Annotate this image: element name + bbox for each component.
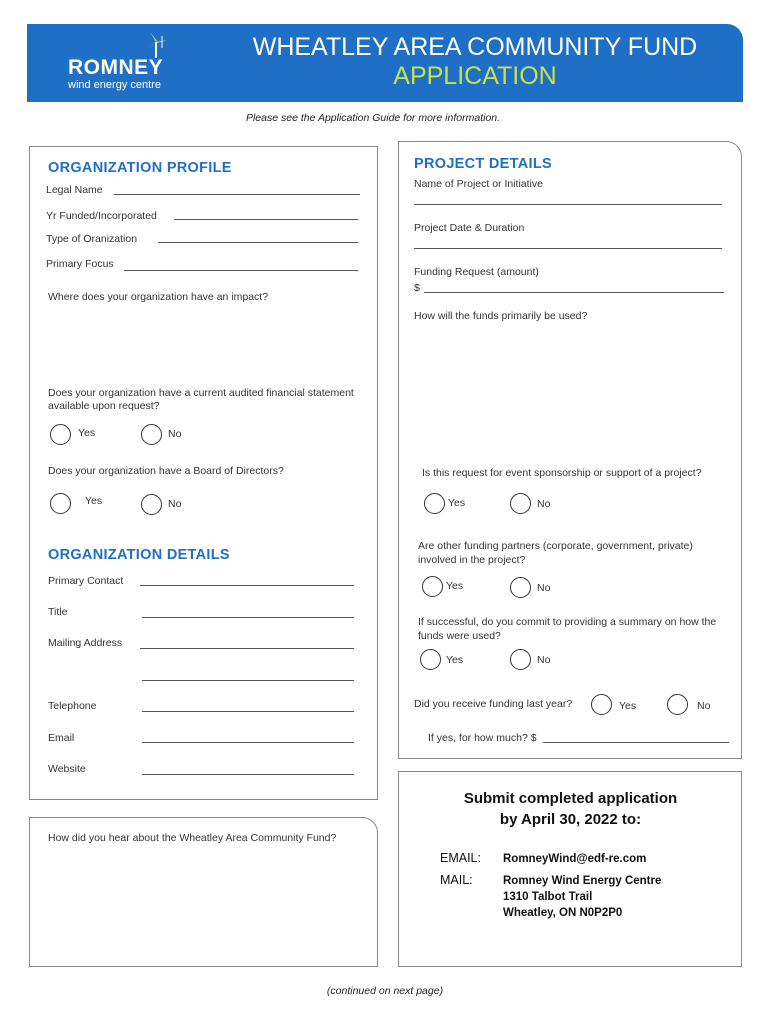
audited-yes-label: Yes — [78, 427, 96, 439]
partners-question: Are other funding partners (corporate, government, private) involved in the project? — [418, 540, 693, 566]
funds-use-question: How will the funds primarily be used? — [414, 310, 588, 322]
board-question: Does your organization have a Board of Directors? — [48, 465, 284, 477]
board-yes-label: Yes — [85, 495, 103, 507]
org-type-field[interactable] — [158, 242, 358, 243]
org-profile-heading: ORGANIZATION PROFILE — [48, 160, 232, 176]
audited-yes-radio[interactable] — [50, 424, 71, 445]
primary-contact-field[interactable] — [140, 585, 354, 586]
guide-note: Please see the Application Guide for more information. — [245, 112, 501, 124]
audited-question: Does your organization have a current audited financial statement available upon request? — [48, 387, 354, 412]
how-much-question: If yes, for how much? $ — [428, 732, 537, 744]
project-name-label: Name of Project or Initiative — [414, 178, 543, 190]
mailing-address-field-2[interactable] — [142, 680, 354, 681]
impact-question: Where does your organization have an impact? — [48, 291, 269, 303]
funds-use-answer-area[interactable] — [414, 326, 724, 456]
legal-name-field[interactable] — [114, 194, 360, 195]
project-date-field[interactable] — [414, 248, 722, 249]
last-year-yes-label: Yes — [619, 700, 637, 712]
dollar-sign: $ — [414, 282, 420, 294]
funding-request-label: Funding Request (amount) — [414, 266, 539, 278]
event-no-label: No — [537, 498, 551, 510]
board-no-label: No — [168, 498, 182, 510]
telephone-field[interactable] — [142, 711, 354, 712]
email-field[interactable] — [142, 742, 354, 743]
telephone-label: Telephone — [48, 700, 97, 712]
last-year-no-label: No — [697, 700, 711, 712]
mail-contact-label: MAIL: — [440, 873, 473, 887]
partners-no-label: No — [537, 582, 551, 594]
email-contact-value[interactable]: RomneyWind@edf-re.com — [503, 853, 647, 865]
event-no-radio[interactable] — [510, 493, 531, 514]
funding-request-field[interactable] — [424, 292, 724, 293]
yr-funded-field[interactable] — [174, 219, 358, 220]
event-yes-radio[interactable] — [424, 493, 445, 514]
hear-about-answer-area[interactable] — [48, 850, 364, 954]
submit-deadline: by April 30, 2022 to: — [499, 811, 642, 828]
mail-address-line-1: Romney Wind Energy Centre — [503, 875, 662, 887]
summary-no-radio[interactable] — [510, 649, 531, 670]
partners-yes-radio[interactable] — [422, 576, 443, 597]
summary-question: If successful, do you commit to providing a summary on how the funds were used? — [418, 616, 717, 642]
event-question: Is this request for event sponsorship or support of a project? — [422, 467, 702, 479]
board-yes-radio[interactable] — [50, 493, 71, 514]
board-no-radio[interactable] — [141, 494, 162, 515]
continued-note: (continued on next page) — [326, 985, 444, 997]
logo-name: ROMNEY — [68, 56, 164, 79]
last-year-no-radio[interactable] — [667, 694, 688, 715]
project-name-field[interactable] — [414, 204, 722, 205]
email-contact-label: EMAIL: — [440, 851, 481, 865]
mail-address-line-3: Wheatley, ON N0P2P0 — [503, 907, 623, 919]
email-label: Email — [48, 732, 75, 744]
partners-no-radio[interactable] — [510, 577, 531, 598]
submit-title: Submit completed application — [463, 790, 678, 807]
last-year-yes-radio[interactable] — [591, 694, 612, 715]
impact-answer-area[interactable] — [48, 306, 368, 382]
org-details-heading: ORGANIZATION DETAILS — [48, 547, 230, 563]
title-field[interactable] — [142, 617, 354, 618]
partners-yes-label: Yes — [446, 580, 464, 592]
primary-focus-label: Primary Focus — [46, 258, 114, 270]
title-label: Title — [48, 606, 68, 618]
mail-address-line-2: 1310 Talbot Trail — [503, 891, 593, 903]
website-field[interactable] — [142, 774, 354, 775]
audited-no-radio[interactable] — [141, 424, 162, 445]
page-title: WHEATLEY AREA COMMUNITY FUND — [252, 33, 698, 61]
project-heading: PROJECT DETAILS — [414, 156, 552, 172]
website-label: Website — [48, 763, 86, 775]
summary-no-label: No — [537, 654, 551, 666]
mailing-address-field[interactable] — [140, 648, 354, 649]
mailing-address-label: Mailing Address — [48, 637, 123, 649]
primary-focus-field[interactable] — [124, 270, 358, 271]
org-type-label: Type of Oranization — [46, 233, 138, 245]
how-much-field[interactable] — [543, 742, 729, 743]
last-year-question: Did you receive funding last year? — [414, 698, 573, 710]
project-date-label: Project Date & Duration — [414, 222, 525, 234]
summary-yes-radio[interactable] — [420, 649, 441, 670]
logo-tagline: wind energy centre — [68, 79, 161, 91]
legal-name-label: Legal Name — [46, 184, 103, 196]
yr-funded-label: Yr Funded/Incorporated — [46, 210, 157, 222]
audited-no-label: No — [168, 428, 182, 440]
event-yes-label: Yes — [448, 497, 466, 509]
hear-about-question: How did you hear about the Wheatley Area Community Fund? — [48, 832, 337, 844]
page-subtitle: APPLICATION — [393, 62, 557, 90]
primary-contact-label: Primary Contact — [48, 575, 124, 587]
summary-yes-label: Yes — [446, 654, 464, 666]
